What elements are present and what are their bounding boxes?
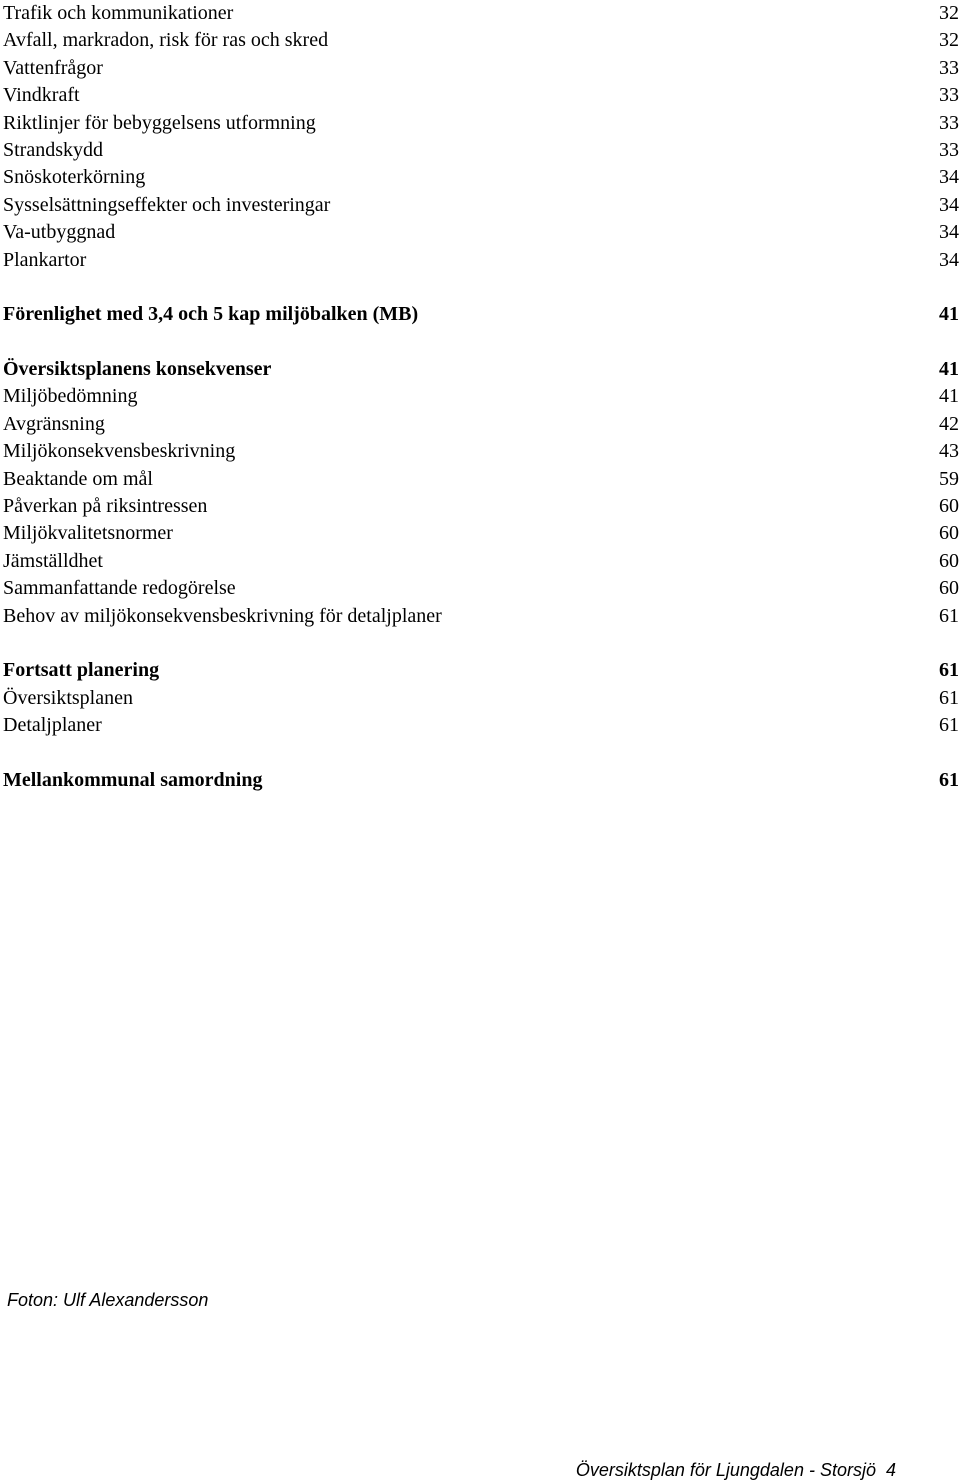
toc-entry-title: Va-utbyggnad bbox=[3, 221, 116, 244]
toc-entry-page: 34 bbox=[939, 221, 959, 244]
toc-heading-title: Förenlighet med 3,4 och 5 kap miljöbalken (MB) bbox=[3, 303, 419, 326]
toc-entry[interactable] bbox=[3, 493, 960, 520]
table-of-contents bbox=[3, 0, 960, 822]
toc-entry-page: 32 bbox=[939, 29, 959, 52]
toc-entry-title: Riktlinjer för bebyggelsens utformning bbox=[3, 111, 316, 134]
toc-entry-page: 41 bbox=[939, 385, 959, 408]
toc-entry-page: 61 bbox=[939, 604, 959, 627]
toc-entry-page: 60 bbox=[939, 522, 959, 545]
toc-entry-title: Trafik och kommunikationer bbox=[3, 2, 234, 24]
toc-heading[interactable] bbox=[3, 767, 960, 794]
toc-entry-page: 33 bbox=[939, 111, 959, 134]
toc-entry-page: 60 bbox=[939, 577, 959, 600]
toc-section-konsekvenser bbox=[3, 356, 960, 630]
toc-section-continued bbox=[3, 0, 960, 274]
toc-entry-title: Översiktsplanen bbox=[3, 686, 133, 709]
toc-entry-page: 34 bbox=[939, 248, 959, 271]
toc-entry[interactable] bbox=[3, 164, 960, 191]
toc-entry-title: Avgränsning bbox=[3, 412, 105, 435]
toc-entry-page: 59 bbox=[939, 467, 959, 490]
toc-entry-page: 60 bbox=[939, 495, 959, 518]
toc-entry[interactable] bbox=[3, 55, 960, 82]
toc-entry-page: 60 bbox=[939, 549, 959, 572]
toc-section-fortsatt-planering bbox=[3, 657, 960, 739]
toc-entry-title: Miljöbedömning bbox=[3, 385, 138, 408]
toc-entry[interactable] bbox=[3, 520, 960, 547]
toc-entry-page: 61 bbox=[939, 714, 959, 737]
toc-entry-title: Påverkan på riksintressen bbox=[3, 495, 208, 518]
toc-entry-title: Miljökonsekvensbeskrivning bbox=[3, 440, 236, 463]
page-footer bbox=[576, 1458, 896, 1482]
toc-section-mellankommunal bbox=[3, 767, 960, 794]
toc-entry[interactable] bbox=[3, 27, 960, 54]
toc-heading[interactable] bbox=[3, 657, 960, 684]
toc-entry-page: 42 bbox=[939, 412, 959, 435]
toc-entry[interactable] bbox=[3, 712, 960, 739]
toc-entry-title: Beaktande om mål bbox=[3, 467, 153, 490]
toc-entry[interactable] bbox=[3, 603, 960, 630]
toc-entry-page: 33 bbox=[939, 84, 959, 107]
toc-entry[interactable] bbox=[3, 575, 960, 602]
toc-section-forenlighet bbox=[3, 301, 960, 328]
toc-entry-page: 33 bbox=[939, 138, 959, 161]
toc-entry-title: Miljökvalitetsnormer bbox=[3, 522, 173, 545]
toc-entry-title: Snöskoterkörning bbox=[3, 166, 146, 189]
toc-entry[interactable] bbox=[3, 0, 960, 27]
toc-entry-page: 32 bbox=[939, 2, 959, 24]
toc-entry[interactable] bbox=[3, 411, 960, 438]
toc-entry-page: 61 bbox=[939, 686, 959, 709]
toc-entry-title: Vattenfrågor bbox=[3, 56, 103, 79]
toc-entry[interactable] bbox=[3, 548, 960, 575]
toc-entry-title: Avfall, markradon, risk för ras och skred bbox=[3, 29, 329, 52]
toc-entry-title: Strandskydd bbox=[3, 138, 103, 161]
toc-entry-title: Sysselsättningseffekter och investeringar bbox=[3, 193, 331, 216]
toc-entry[interactable] bbox=[3, 110, 960, 137]
toc-heading-page: 41 bbox=[939, 358, 959, 381]
photo-credit: Foton: Ulf Alexandersson bbox=[7, 1290, 209, 1310]
toc-heading-page: 61 bbox=[939, 659, 959, 682]
toc-heading[interactable] bbox=[3, 356, 960, 383]
toc-entry-title: Behov av miljökonsekvensbeskrivning för detaljplaner bbox=[3, 604, 442, 627]
toc-entry[interactable] bbox=[3, 192, 960, 219]
toc-heading-title: Fortsatt planering bbox=[3, 659, 160, 682]
toc-heading[interactable] bbox=[3, 301, 960, 328]
footer-page-number: 4 bbox=[885, 1460, 896, 1480]
toc-entry-page: 34 bbox=[939, 193, 959, 216]
toc-heading-title: Översiktsplanens konsekvenser bbox=[3, 358, 272, 381]
toc-heading-page: 61 bbox=[939, 768, 959, 791]
toc-entry[interactable] bbox=[3, 137, 960, 164]
toc-entry-title: Plankartor bbox=[3, 248, 87, 271]
footer-document-title: Översiktsplan för Ljungdalen - Storsjö bbox=[575, 1460, 876, 1480]
toc-entry-page: 43 bbox=[939, 440, 959, 463]
toc-entry-title: Sammanfattande redogörelse bbox=[3, 577, 236, 600]
toc-entry-page: 34 bbox=[939, 166, 959, 189]
toc-heading-title: Mellankommunal samordning bbox=[3, 768, 263, 791]
toc-entry[interactable] bbox=[3, 219, 960, 246]
toc-entry[interactable] bbox=[3, 82, 960, 109]
toc-entry-title: Vindkraft bbox=[3, 84, 80, 107]
toc-entry-title: Jämställdhet bbox=[3, 549, 103, 572]
toc-entry[interactable] bbox=[3, 466, 960, 493]
toc-entry[interactable] bbox=[3, 685, 960, 712]
toc-heading-page: 41 bbox=[939, 303, 959, 326]
toc-entry[interactable] bbox=[3, 247, 960, 274]
toc-entry-title: Detaljplaner bbox=[3, 714, 102, 737]
toc-entry[interactable] bbox=[3, 438, 960, 465]
toc-entry[interactable] bbox=[3, 383, 960, 410]
toc-entry-page: 33 bbox=[939, 56, 959, 79]
